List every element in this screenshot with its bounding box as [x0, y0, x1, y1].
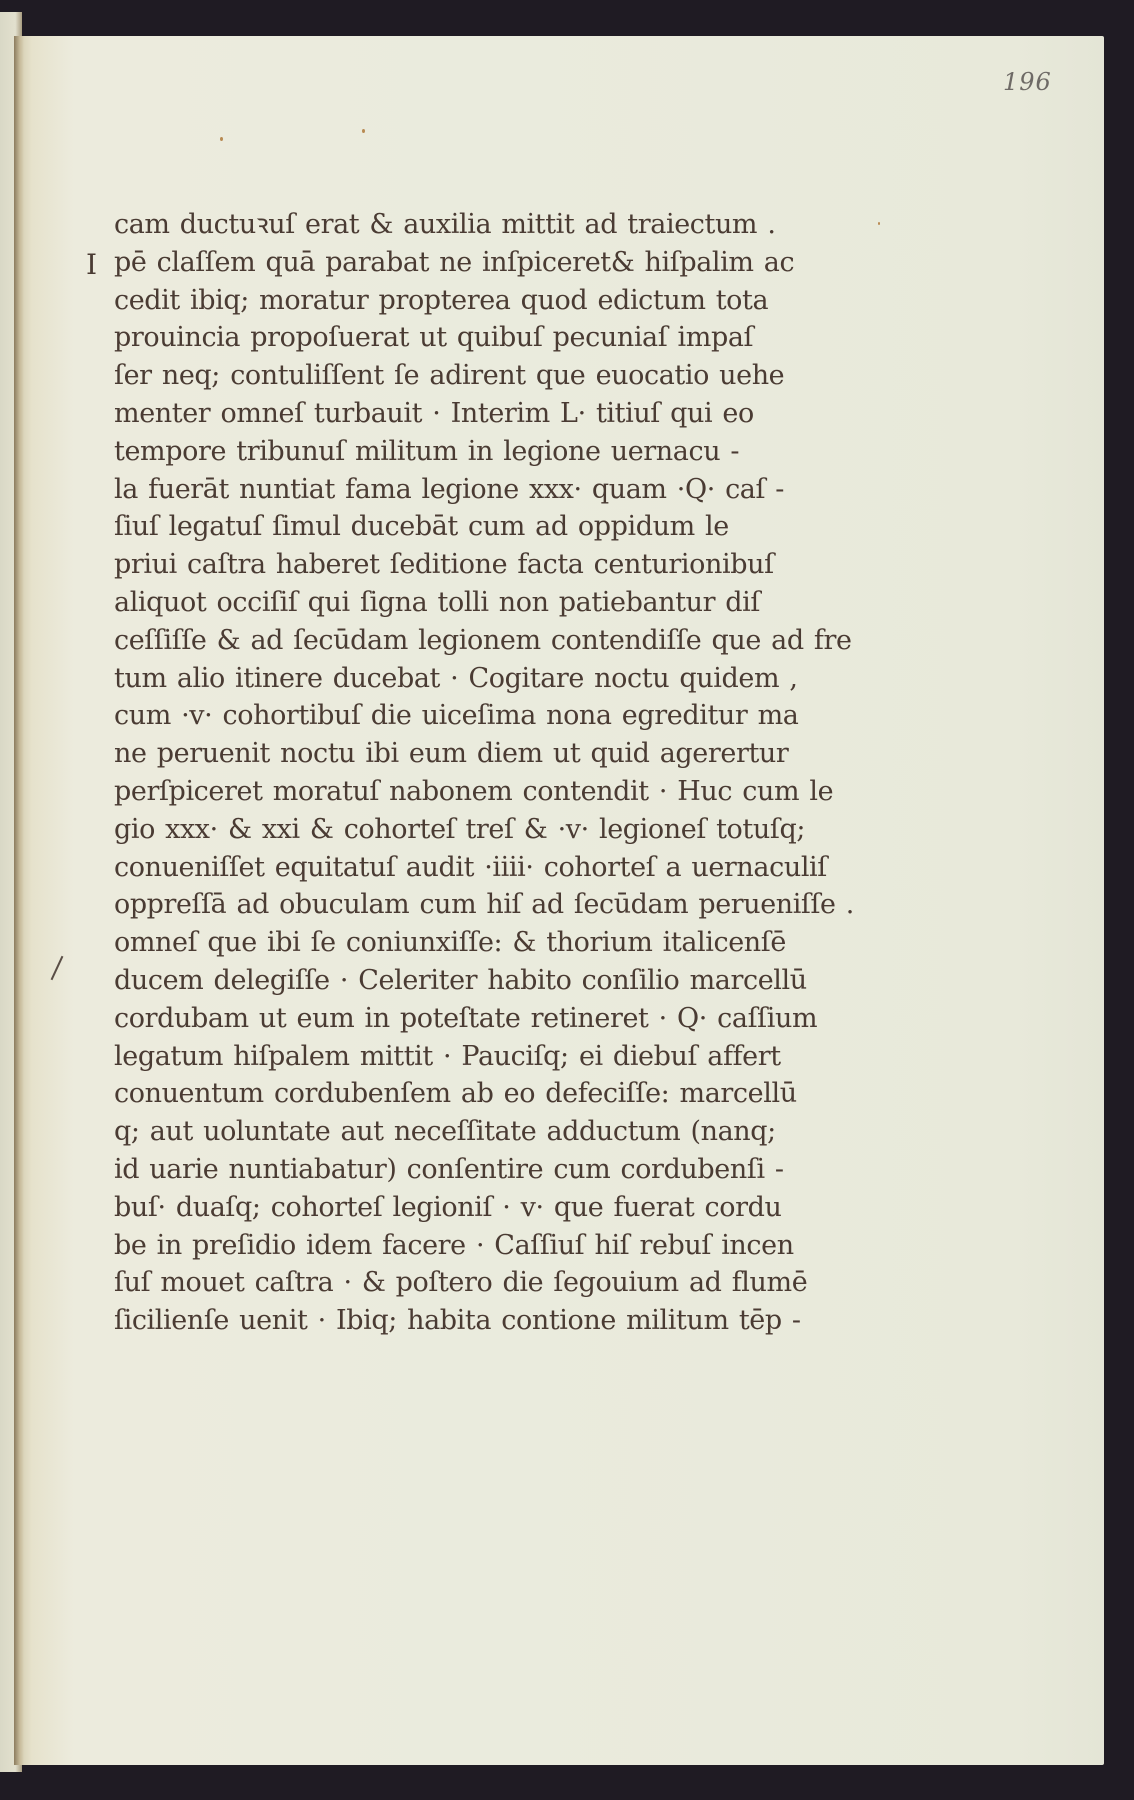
text-line: pē claſſem quā parabat ne inſpiceret& hiſpalim ac — [114, 246, 795, 278]
folio-number: 196 — [1003, 68, 1052, 96]
text-line: conuentum cordubenſem ab eo defeciſſe: marcellū — [114, 1078, 797, 1110]
text-column — [114, 206, 854, 1340]
text-line: ne peruenit noctu ibi eum diem ut quid agerertur — [114, 738, 789, 770]
text-line: oppreſſā ad obuculam cum hiſ ad ſecūdam perueniſſe . — [114, 889, 854, 921]
text-line: q; aut uoluntate aut neceſſitate adductum (nanq; — [114, 1116, 776, 1148]
text-line: buſ· duaſq; cohorteſ legioniſ · v· que fuerat cordu — [114, 1191, 782, 1223]
text-line: ſiuſ legatuſ ſimul ducebāt cum ad oppidum le — [114, 511, 729, 543]
text-line: conueniſſet equitatuſ audit ·iiii· cohorteſ a uernaculiſ — [114, 851, 827, 883]
text-line: menter omneſ turbauit · Interim L· titiuſ qui eo — [114, 397, 754, 429]
text-line: id uarie nuntiabatur) conſentire cum cordubenſi - — [114, 1153, 784, 1185]
text-line: ſuſ mouet caſtra · & poſtero die ſegouium ad flumē — [114, 1267, 808, 1299]
text-line: ſer neq; contuliſſent ſe adirent que euocatio uehe — [114, 360, 785, 392]
text-line: cum ·v· cohortibuſ die uiceſima nona egreditur ma — [114, 700, 799, 732]
text-line: gio xxx· & xxi & cohorteſ treſ & ·v· legioneſ totuſq; — [114, 813, 806, 845]
stain-spot — [362, 129, 365, 133]
text-line: priui caſtra haberet ſeditione facta centurionibuſ — [114, 549, 774, 581]
margin-initial: I — [86, 248, 98, 281]
text-line: cordubam ut eum in poteſtate retineret · Q· caſſium — [114, 1002, 818, 1034]
text-line: be in preſidio idem facere · Caſſiuſ hiſ rebuſ incen — [114, 1229, 794, 1261]
text-line: la fuerāt nuntiat fama legione xxx· quam ·Q· caſ - — [114, 473, 785, 505]
text-line: cedit ibiq; moratur propterea quod edictum tota — [114, 284, 769, 316]
gutter-shadow — [14, 36, 24, 1765]
stain-spot — [220, 137, 223, 141]
text-line: cam ductuꝛuſ erat & auxilia mittit ad traiectum . — [114, 209, 776, 240]
text-line: perſpiceret moratuſ nabonem contendit · Huc cum le — [114, 775, 834, 807]
text-line: ducem delegiſſe · Celeriter habito conſilio marcellū — [114, 964, 807, 996]
text-line: prouincia propoſuerat ut quibuſ pecuniaſ impaſ — [114, 322, 754, 354]
text-line: omneſ que ibi ſe coniunxiſſe: & thorium italicenſē — [114, 927, 786, 959]
text-line: tempore tribunuſ militum in legione uernacu - — [114, 435, 740, 467]
text-line: ſicilienſe uenit · Ibiq; habita contione militum tēp - — [114, 1305, 801, 1337]
text-line: ceſſiſſe & ad ſecūdam legionem contendiſſe que ad fre — [114, 624, 852, 656]
text-line: legatum hiſpalem mittit · Pauciſq; ei diebuſ affert — [114, 1040, 781, 1072]
stain-spot — [878, 222, 880, 225]
text-line: aliquot occiſiſ qui ſigna tolli non patiebantur diſ — [114, 586, 761, 618]
text-line: tum alio itinere ducebat · Cogitare noctu quidem , — [114, 662, 798, 694]
